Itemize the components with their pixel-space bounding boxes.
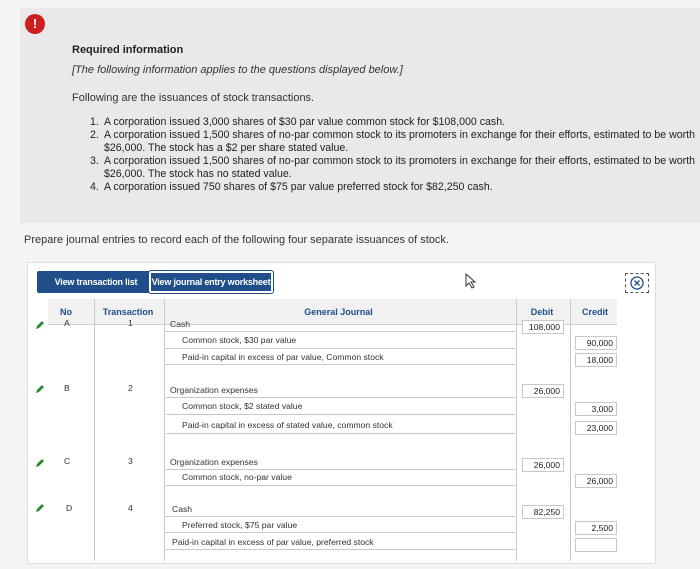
credit-field[interactable]: 2,500 xyxy=(575,521,617,535)
entry-no: A xyxy=(64,318,70,328)
list-item: 2. A corporation issued 1,500 shares of no-par common stock to its promoters in exchange for their efforts, estimated to be worth $26,000. The stock has a $2 per share stated value. xyxy=(90,129,695,154)
column-divider xyxy=(516,299,517,561)
account-field[interactable]: Cash xyxy=(170,319,191,329)
alert-icon: ! xyxy=(25,14,45,34)
list-item: 1. A corporation issued 3,000 shares of $30 par value common stock for $108,000 cash. xyxy=(90,116,506,128)
mouse-cursor-icon xyxy=(465,273,479,289)
instructions-text: Prepare journal entries to record each of the following four separate issuances of stock. xyxy=(24,234,449,246)
debit-field[interactable]: 108,000 xyxy=(522,320,564,334)
account-field[interactable]: Organization expenses xyxy=(170,457,258,467)
required-info-title: Required information xyxy=(72,44,184,56)
required-info-subtitle: [The following information applies to the questions displayed below.] xyxy=(72,64,403,76)
row-divider xyxy=(166,549,515,550)
row-divider xyxy=(166,348,515,349)
close-button[interactable] xyxy=(625,273,649,293)
account-field[interactable]: Common stock, no-par value xyxy=(182,472,292,482)
entry-transaction: 2 xyxy=(128,383,133,393)
debit-field[interactable]: 26,000 xyxy=(522,458,564,472)
row-divider xyxy=(166,433,515,434)
row-divider xyxy=(166,532,515,533)
account-field[interactable]: Common stock, $2 stated value xyxy=(182,401,303,411)
account-field[interactable]: Paid-in capital in excess of par value, Common stock xyxy=(182,352,384,362)
journal-entry-panel xyxy=(27,262,656,564)
credit-field[interactable]: 23,000 xyxy=(575,421,617,435)
row-divider xyxy=(166,516,515,517)
account-field[interactable]: Paid-in capital in excess of par value, preferred stock xyxy=(172,537,374,547)
row-divider xyxy=(166,469,515,470)
entry-transaction: 4 xyxy=(128,503,133,513)
header-credit: Credit xyxy=(581,307,608,317)
entry-no: C xyxy=(64,456,71,466)
edit-pencil-icon[interactable] xyxy=(34,319,46,331)
row-divider xyxy=(166,485,515,486)
edit-pencil-icon[interactable] xyxy=(34,383,46,395)
credit-field[interactable]: 18,000 xyxy=(575,353,617,367)
debit-field[interactable]: 26,000 xyxy=(522,384,564,398)
account-field[interactable]: Paid-in capital in excess of stated value, common stock xyxy=(182,420,393,430)
view-transaction-list-button[interactable]: View transaction list xyxy=(37,271,155,293)
row-divider xyxy=(166,331,515,332)
account-field[interactable]: Preferred stock, $75 par value xyxy=(182,520,298,530)
view-journal-worksheet-button[interactable]: View journal entry worksheet xyxy=(149,271,273,293)
credit-field[interactable] xyxy=(575,538,617,552)
account-field[interactable]: Common stock, $30 par value xyxy=(182,335,297,345)
transaction-description-list xyxy=(90,116,700,194)
list-item: 4. A corporation issued 750 shares of $75 par value preferred stock for $82,250 cash. xyxy=(90,181,493,193)
account-field[interactable]: Cash xyxy=(172,504,193,514)
entry-no: D xyxy=(66,503,73,513)
header-general-journal: General Journal xyxy=(304,307,373,317)
intro-text: Following are the issuances of stock transactions. xyxy=(72,92,315,104)
entry-transaction: 1 xyxy=(128,318,133,328)
row-divider xyxy=(166,414,515,415)
row-divider xyxy=(166,397,515,398)
column-divider xyxy=(570,299,571,561)
required-information-panel xyxy=(20,8,700,223)
column-divider xyxy=(164,299,165,561)
account-field[interactable]: Organization expenses xyxy=(170,385,258,395)
credit-field[interactable]: 90,000 xyxy=(575,336,617,350)
edit-pencil-icon[interactable] xyxy=(34,502,46,514)
entry-transaction: 3 xyxy=(128,456,133,466)
credit-field[interactable]: 3,000 xyxy=(575,402,617,416)
edit-pencil-icon[interactable] xyxy=(34,457,46,469)
header-no: No xyxy=(60,307,72,317)
column-divider xyxy=(94,299,95,561)
row-divider xyxy=(166,364,515,365)
credit-field[interactable]: 26,000 xyxy=(575,474,617,488)
list-item: 3. A corporation issued 1,500 shares of no-par common stock to its promoters in exchange for their efforts, estimated to be worth $26,000. The stock has no stated value. xyxy=(90,155,695,180)
header-debit: Debit xyxy=(530,307,554,317)
debit-field[interactable]: 82,250 xyxy=(522,505,564,519)
close-icon xyxy=(630,276,644,290)
header-transaction: Transaction xyxy=(102,307,154,317)
entry-no: B xyxy=(64,383,70,393)
